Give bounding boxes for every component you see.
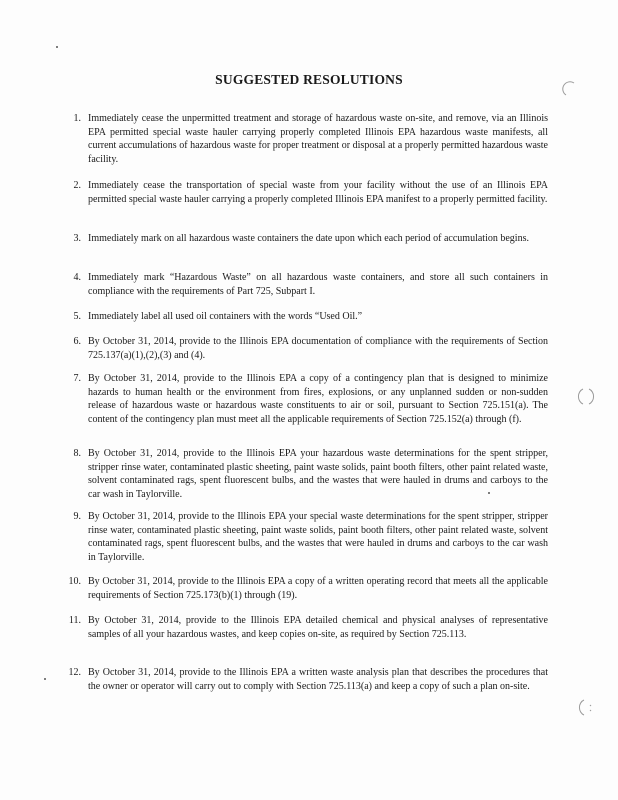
resolution-item xyxy=(73,271,548,298)
item-text: By October 31, 2014, provide to the Illinois EPA documentation of compliance with the requirements of Section 725.137(a)(1),(2),(3) and (4). xyxy=(88,336,548,361)
item-text: By October 31, 2014, provide to the Illinois EPA your special waste determinations for the spent stripper, stripper rinse water, contaminated plastic sheeting, paint waste solids, paint booth filters, other paint related waste, solvent contaminated rags, spent fluorescent bulbs, and the wastes that were hauled in drums and carboys to the car wash in Taylorville. xyxy=(88,511,548,563)
resolution-item xyxy=(73,510,548,564)
item-text: Immediately mark on all hazardous waste containers the date upon which each period of accumulation begins. xyxy=(88,233,529,244)
resolution-item xyxy=(73,179,548,206)
item-number: 2. xyxy=(73,180,81,191)
scan-speck xyxy=(56,46,58,48)
resolution-item xyxy=(73,112,548,166)
resolution-item xyxy=(73,447,548,501)
item-text: By October 31, 2014, provide to the Illinois EPA a written waste analysis plan that describes the procedures that the owner or operator will carry out to comply with Section 725.113(a) and keep a copy of such a plan on-site. xyxy=(88,667,548,692)
punch-hole-mark-icon xyxy=(574,697,596,719)
resolution-item xyxy=(73,372,548,426)
item-text: Immediately label all used oil containers with the words “Used Oil.” xyxy=(88,311,363,322)
resolution-item xyxy=(68,614,548,641)
item-number: 9. xyxy=(73,511,81,522)
scan-speck xyxy=(488,492,490,494)
resolution-item xyxy=(68,575,548,602)
resolution-item xyxy=(73,232,548,246)
item-number: 11. xyxy=(68,615,81,626)
item-number: 12. xyxy=(68,667,81,678)
item-number: 3. xyxy=(73,233,81,244)
item-text: By October 31, 2014, provide to the Illinois EPA your hazardous waste determinations for the spent stripper, stripper rinse water, contaminated plastic sheeting, paint waste solids, paint booth filters, other paint related waste, solvent contaminated rags, spent fluorescent bulbs, and the wastes that were hauled in drums and carboys to the car wash in Taylorville. xyxy=(88,448,548,500)
item-text: Immediately mark “Hazardous Waste” on all hazardous waste containers, and store all such containers in compliance with the requirements of Part 725, Subpart I. xyxy=(88,272,548,297)
scan-speck xyxy=(44,678,46,680)
item-number: 4. xyxy=(73,272,81,283)
item-text: Immediately cease the unpermitted treatment and storage of hazardous waste on-site, and remove, via an Illinois EPA permitted special waste hauler carrying properly completed Illinois EPA hazardous waste manifests, all current accumulations of hazardous waste for proper treatment or disposal at a properly permitted hazardous waste facility. xyxy=(88,113,548,165)
item-text: By October 31, 2014, provide to the Illinois EPA detailed chemical and physical analyses of representative samples of all your hazardous wastes, and keep copies on-site, as required by Section 725.113. xyxy=(88,615,548,640)
punch-hole-mark-icon xyxy=(560,80,580,100)
punch-hole-mark-icon xyxy=(576,386,596,408)
item-number: 10. xyxy=(68,576,81,587)
item-number: 6. xyxy=(73,336,81,347)
item-text: By October 31, 2014, provide to the Illinois EPA a copy of a contingency plan that is designed to minimize hazards to human health or the environment from fires, explosions, or any unplanned sudden or non-sudden release of hazardous waste or hazardous waste constituents to air or soil, pursuant to Section 725.151(a). The content of the contingency plan must meet all the applicable requirements of Section 725.152(a) through (f). xyxy=(88,373,548,425)
item-number: 8. xyxy=(73,448,81,459)
item-number: 1. xyxy=(73,113,81,124)
item-text: Immediately cease the transportation of special waste from your facility without the use of an Illinois EPA permitted special waste hauler carrying a properly completed Illinois EPA manifest to a properly permitted facility. xyxy=(88,180,548,205)
item-number: 5. xyxy=(73,311,81,322)
page-title: SUGGESTED RESOLUTIONS xyxy=(215,72,403,87)
item-text: By October 31, 2014, provide to the Illinois EPA a copy of a written operating record that meets all the applicable requirements of Section 725.173(b)(1) through (19). xyxy=(88,576,548,601)
resolution-item xyxy=(73,335,548,362)
resolution-item xyxy=(73,310,548,324)
item-number: 7. xyxy=(73,373,81,384)
resolution-item xyxy=(68,666,548,693)
